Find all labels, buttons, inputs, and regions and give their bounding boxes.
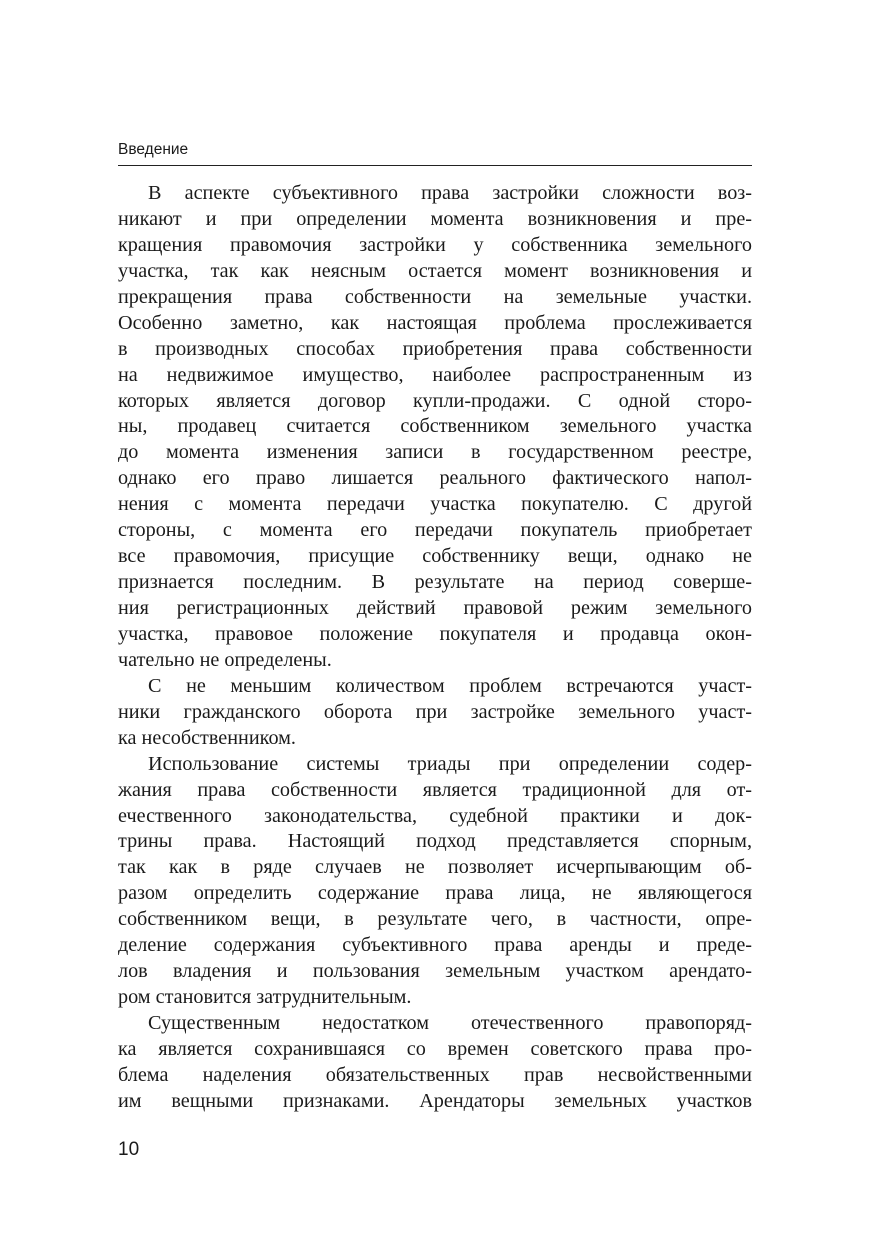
text-line: которых является договор купли-продажи. С одной сторо-	[118, 389, 752, 412]
text-line: кращения правомочия застройки у собственника земельного	[118, 233, 752, 256]
header-rule	[118, 165, 752, 166]
text-line: блема наделения обязательственных прав несвойственными	[118, 1063, 752, 1086]
text-line: трины права. Настоящий подход представляется спорным,	[118, 830, 752, 853]
text-line: Особенно заметно, как настоящая проблема прослеживается	[118, 311, 752, 334]
text-line: признается последним. В результате на период соверше-	[118, 571, 752, 594]
text-line: однако его право лишается реального фактического напол-	[118, 467, 752, 490]
text-line: ники гражданского оборота при застройке земельного участ-	[118, 700, 752, 723]
text-line: нения с момента передачи участка покупателю. С другой	[118, 493, 752, 516]
text-line: лов владения и пользования земельным участком арендато-	[118, 960, 752, 983]
text-line: ром становится затруднительным.	[118, 986, 412, 1009]
text-line: участка, правовое положение покупателя и продавца окон-	[118, 622, 752, 645]
text-line: С не меньшим количеством проблем встречаются участ-	[148, 674, 752, 697]
text-line: собственником вещи, в результате чего, в частности, опре-	[118, 908, 752, 931]
text-line: до момента изменения записи в государственном реестре,	[118, 441, 752, 464]
text-line: чательно не определены.	[118, 648, 332, 671]
text-line: им вещными признаками. Арендаторы земельных участков	[118, 1089, 752, 1112]
text-line: ка несобственником.	[118, 726, 296, 749]
text-line: жания права собственности является традиционной для от-	[118, 778, 752, 801]
text-line: так как в ряде случаев не позволяет исчерпывающим об-	[118, 856, 752, 879]
text-line: ны, продавец считается собственником земельного участка	[118, 415, 752, 438]
text-line: прекращения права собственности на земельные участки.	[118, 285, 752, 308]
text-line: разом определить содержание права лица, не являющегося	[118, 882, 752, 905]
text-line: участка, так как неясным остается момент возникновения и	[118, 259, 752, 282]
paragraph	[118, 752, 752, 1011]
text-line: стороны, с момента его передачи покупатель приобретает	[118, 519, 752, 542]
text-line: никают и при определении момента возникновения и пре-	[118, 207, 752, 230]
text-line: все правомочия, присущие собственнику вещи, однако не	[118, 545, 752, 568]
running-head: Введение	[118, 141, 189, 158]
page-number: 10	[118, 1139, 140, 1160]
paragraph	[118, 674, 752, 752]
paragraph	[118, 181, 752, 674]
text-line: ния регистрационных действий правовой режим земельного	[118, 597, 752, 619]
text-line: ка является сохранившаяся со времен советского права про-	[118, 1037, 752, 1060]
text-line: на недвижимое имущество, наиболее распространенным из	[118, 363, 752, 386]
text-line: В аспекте субъективного права застройки сложности воз-	[148, 182, 752, 204]
text-line: деление содержания субъективного права аренды и преде-	[118, 934, 752, 957]
text-line: ечественного законодательства, судебной практики и док-	[118, 804, 752, 827]
text-line: Использование системы триады при определении содер-	[148, 752, 752, 775]
paragraph	[118, 1011, 752, 1115]
text-line: в производных способах приобретения права собственности	[118, 337, 752, 360]
body-text	[118, 181, 752, 1115]
text-line: Существенным недостатком отечественного правопоряд-	[148, 1012, 752, 1034]
